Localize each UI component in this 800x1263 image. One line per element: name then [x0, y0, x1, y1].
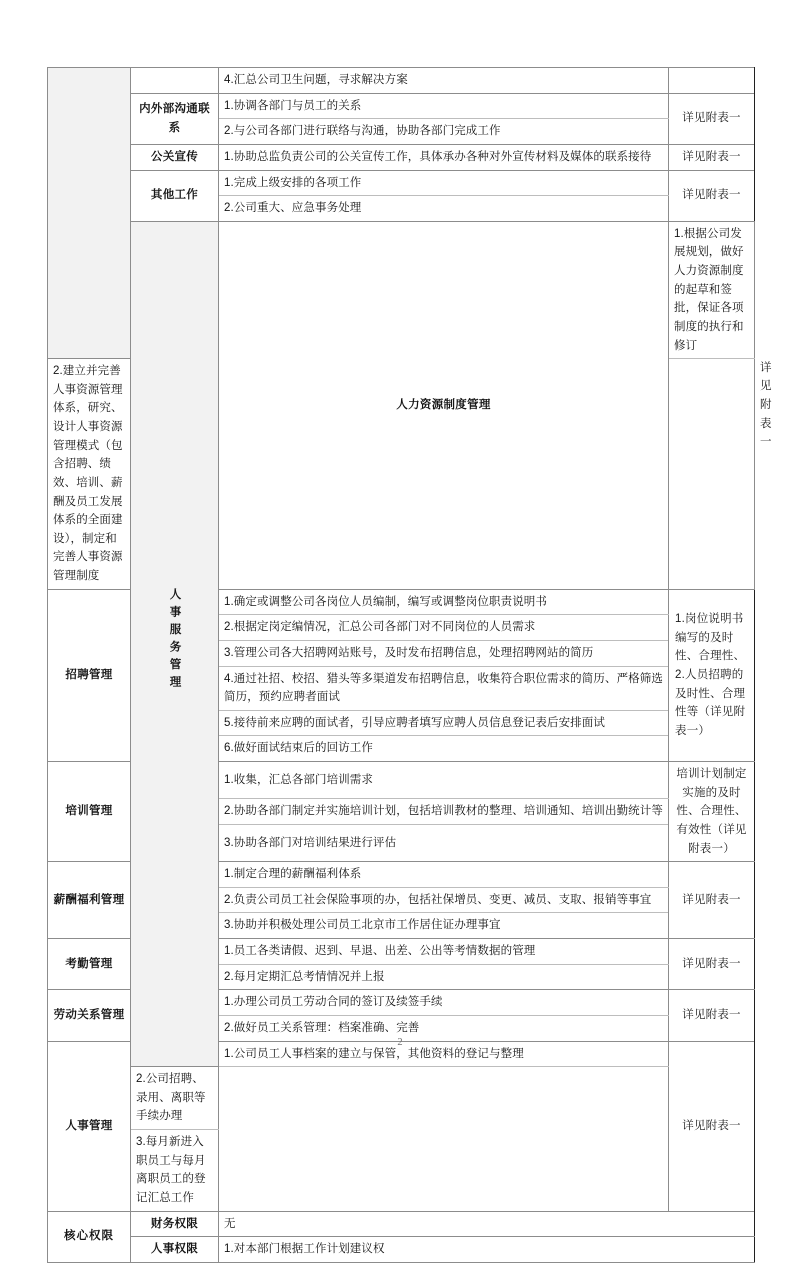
detail-cell: 1.员工各类请假、迟到、早退、出差、公出等考情数据的管理: [219, 939, 669, 965]
subject-cell: 人事权限: [131, 1237, 219, 1263]
detail-cell: 无: [219, 1211, 755, 1237]
note-cell: 培训计划制定实施的及时性、合理性、有效性（详见附表一）: [669, 762, 755, 862]
subject-cell: 薪酬福利管理: [48, 862, 131, 939]
detail-cell: 1.收集，汇总各部门培训需求: [219, 762, 669, 799]
detail-cell: 4.通过社招、校招、猎头等多渠道发布招聘信息，收集符合职位需求的简历、严格筛选简历，预约应聘者面试: [219, 666, 669, 710]
detail-cell: 5.接待前来应聘的面试者，引导应聘者填写应聘人员信息登记表后安排面试: [219, 710, 669, 736]
category-cell-core-authority: 核心权限: [48, 1211, 131, 1262]
table-row: [48, 1211, 755, 1237]
detail-cell: 2.建立并完善人事资源管理体系，研究、设计人事资源管理模式（包含招聘、绩效、培训、薪酬及员工发展体系的全面建设），制定和完善人事资源管理制度: [48, 359, 131, 590]
detail-cell: 3.协助各部门对培训结果进行评估: [219, 825, 669, 862]
detail-cell: 1.协调各部门与员工的关系: [219, 93, 669, 119]
category-label-vertical: 人事服务管理: [168, 588, 181, 694]
note-cell: 详见附表一: [669, 93, 755, 144]
table-row: [48, 1130, 755, 1212]
detail-cell: 6.做好面试结束后的回访工作: [219, 736, 669, 762]
table-row: [48, 1237, 755, 1263]
category-cell-hr-service: [131, 221, 219, 1066]
subject-cell: 考勤管理: [48, 939, 131, 990]
detail-cell: 1.公司员工人事档案的建立与保管，其他资料的登记与整理: [219, 1041, 669, 1067]
note-cell: 详见附表一: [669, 862, 755, 939]
note-cell: 1.岗位说明书编写的及时性、合理性、 2.人员招聘的及时性、合理性等（详见附表一）: [669, 589, 755, 761]
detail-cell: 2.每月定期汇总考情情况并上报: [219, 964, 669, 990]
category-cell-continuation: [48, 68, 131, 359]
subject-cell: 人事管理: [48, 1041, 131, 1211]
detail-cell: 1.根据公司发展规划，做好人力资源制度的起草和签批，保证各项制度的执行和修订: [669, 221, 755, 358]
note-cell: [669, 68, 755, 94]
table-row: [48, 68, 755, 94]
detail-cell: 1.确定或调整公司各岗位人员编制，编写或调整岗位职责说明书: [219, 589, 669, 615]
responsibility-table: [47, 67, 772, 1263]
detail-cell: 2.公司重大、应急事务处理: [219, 196, 669, 222]
note-cell: 详见附表一: [669, 170, 755, 221]
table-body: [48, 68, 772, 1263]
subject-cell: 招聘管理: [48, 589, 131, 761]
detail-cell: 2.做好员工关系管理：档案准确、完善: [219, 1015, 669, 1041]
detail-cell: 3.每月新进入职员工与每月离职员工的登记汇总工作: [131, 1130, 219, 1212]
subject-cell: 财务权限: [131, 1211, 219, 1237]
note-cell: 详见附表一: [669, 990, 755, 1041]
detail-cell: 3.协助并积极处理公司员工北京市工作居住证办理事宜: [219, 913, 669, 939]
table-row: [48, 93, 755, 119]
table-sheet: [47, 67, 772, 1263]
subject-cell: 培训管理: [48, 762, 131, 862]
detail-cell: 1.对本部门根据工作计划建议权: [219, 1237, 755, 1263]
note-cell: 详见附表一: [669, 1041, 755, 1211]
detail-cell: 1.完成上级安排的各项工作: [219, 170, 669, 196]
page-number: 2: [397, 1037, 403, 1048]
detail-cell: 2.协助各部门制定并实施培训计划，包括培训教材的整理、培训通知、培训出勤统计等: [219, 799, 669, 825]
detail-cell: 3.管理公司各大招聘网站账号，及时发布招聘信息，处理招聘网站的简历: [219, 640, 669, 666]
subject-cell: [131, 68, 219, 94]
table-row: [48, 1067, 755, 1130]
subject-cell: 公关宣传: [131, 144, 219, 170]
subject-cell: 其他工作: [131, 170, 219, 221]
detail-cell: 2.与公司各部门进行联络与沟通，协助各部门完成工作: [219, 119, 669, 145]
note-cell: 详见附表一: [669, 144, 755, 170]
detail-cell: 4.汇总公司卫生问题，寻求解决方案: [219, 68, 669, 94]
table-row: [48, 144, 755, 170]
subject-cell: 劳动关系管理: [48, 990, 131, 1041]
detail-cell: 2.公司招聘、录用、离职等手续办理: [131, 1067, 219, 1130]
table-row: [48, 170, 755, 196]
detail-cell: 2.根据定岗定编情况，汇总公司各部门对不同岗位的人员需求: [219, 615, 669, 641]
note-cell: 详见附表一: [669, 939, 755, 990]
detail-cell: 1.制定合理的薪酬福利体系: [219, 862, 669, 888]
detail-cell: 2.负责公司员工社会保险事项的办，包括社保增员、变更、减员、支取、报销等事宜: [219, 887, 669, 913]
subject-cell: 内外部沟通联系: [131, 93, 219, 144]
subject-cell: 人力资源制度管理: [219, 221, 669, 589]
detail-cell: 1.协助总监负责公司的公关宣传工作，具体承办各种对外宣传材料及媒体的联系接待: [219, 144, 669, 170]
table-row: 人事服务管理 人力资源制度管理 1.根据公司发展规划，做好人力资源制度的起草和签批，保证各项制度的执行和修订 详见附表一: [48, 221, 755, 358]
detail-cell: 1.办理公司员工劳动合同的签订及续签手续: [219, 990, 669, 1016]
